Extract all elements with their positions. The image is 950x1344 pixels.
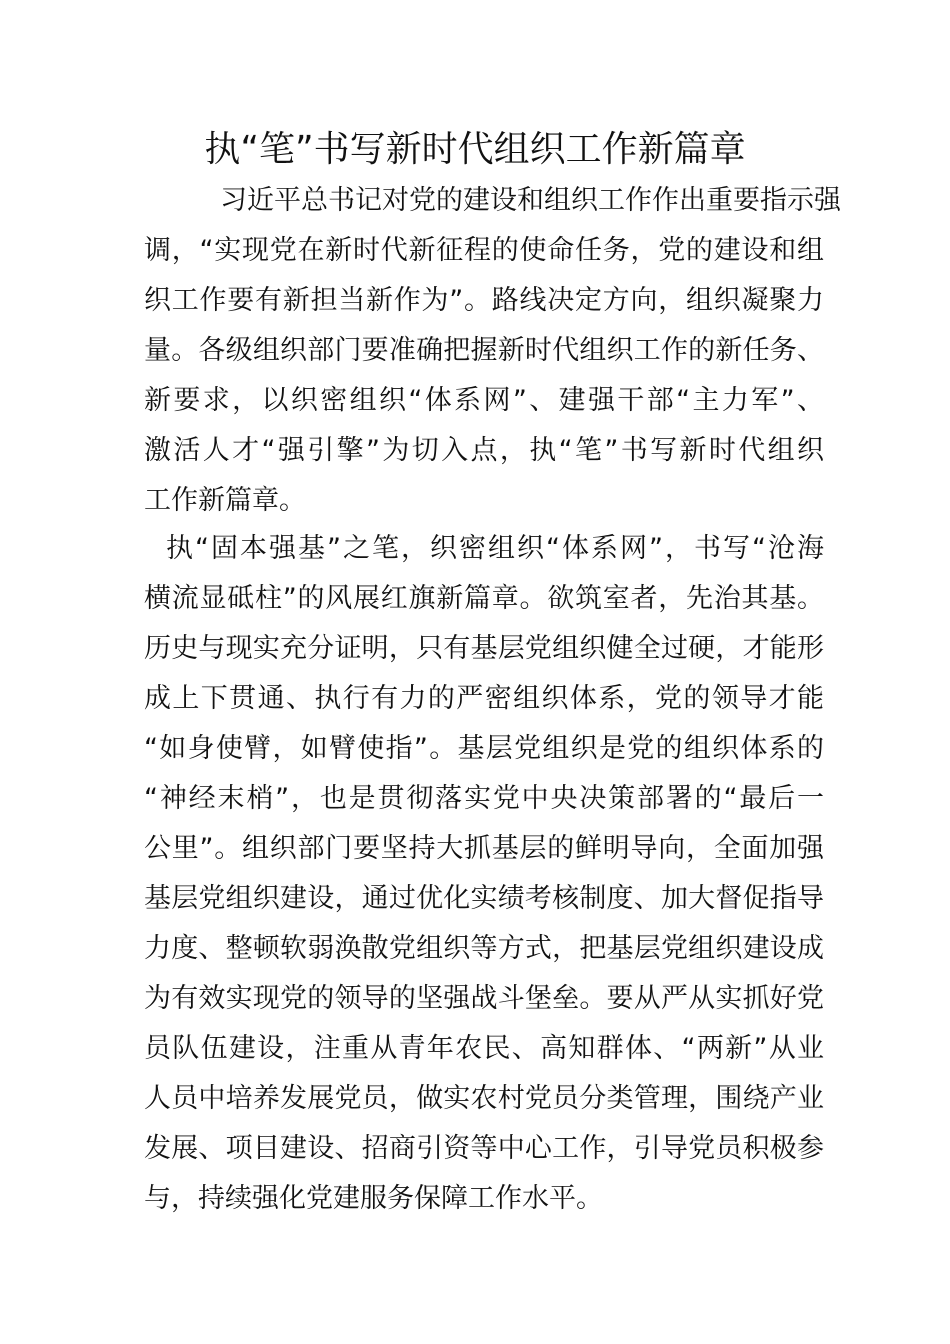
paragraph-line: 人员中培养发展党员，做实农村党员分类管理，围绕产业 bbox=[144, 1083, 824, 1114]
paragraph-line: 量。各级组织部门要准确把握新时代组织工作的新任务、 bbox=[144, 335, 824, 366]
paragraph-line: 力度、整顿软弱涣散党组织等方式，把基层党组织建设成 bbox=[144, 933, 824, 964]
paragraph-line: 基层党组织建设，通过优化实绩考核制度、加大督促指导 bbox=[144, 883, 824, 914]
paragraph-line: 与，持续强化党建服务保障工作水平。 bbox=[144, 1183, 603, 1214]
paragraph-line: 为有效实现党的领导的坚强战斗堡垒。要从严从实抓好党 bbox=[144, 983, 824, 1014]
paragraph-line: 习近平总书记对党的建设和组织工作作出重要指示强 bbox=[220, 185, 841, 216]
paragraph-line: 发展、项目建设、招商引资等中心工作，引导党员积极参 bbox=[144, 1133, 824, 1164]
paragraph-line: 工作新篇章。 bbox=[144, 485, 306, 516]
paragraph-line: 新要求，以织密组织“体系网”、建强干部“主力军”、 bbox=[144, 385, 824, 416]
paragraph-line: 织工作要有新担当新作为”。路线决定方向，组织凝聚力 bbox=[144, 285, 824, 316]
paragraph-line: 历史与现实充分证明，只有基层党组织健全过硬，才能形 bbox=[144, 633, 824, 664]
paragraph-line: “如身使臂，如臂使指”。基层党组织是党的组织体系的 bbox=[144, 733, 824, 764]
paragraph-line: 成上下贯通、执行有力的严密组织体系，党的领导才能 bbox=[144, 683, 824, 714]
paragraph-line: 调，“实现党在新时代新征程的使命任务，党的建设和组 bbox=[144, 235, 824, 266]
paragraph-line: “神经末梢”，也是贯彻落实党中央决策部署的“最后一 bbox=[144, 783, 824, 814]
paragraph-line: 激活人才“强引擎”为切入点，执“笔”书写新时代组织 bbox=[144, 435, 824, 466]
paragraph-line: 公里”。组织部门要坚持大抓基层的鲜明导向，全面加强 bbox=[144, 833, 824, 864]
paragraph-line: 员队伍建设，注重从青年农民、高知群体、“两新”从业 bbox=[144, 1033, 824, 1064]
paragraph-line: 横流显砥柱”的风展红旗新篇章。欲筑室者，先治其基。 bbox=[144, 583, 824, 614]
paragraph-2 bbox=[144, 524, 824, 1224]
paragraph-1 bbox=[144, 176, 841, 526]
document-title: 执“笔”书写新时代组织工作新篇章 bbox=[204, 129, 746, 170]
paragraph-line: 执“固本强基”之笔，织密组织“体系网”，书写“沧海 bbox=[166, 533, 824, 564]
